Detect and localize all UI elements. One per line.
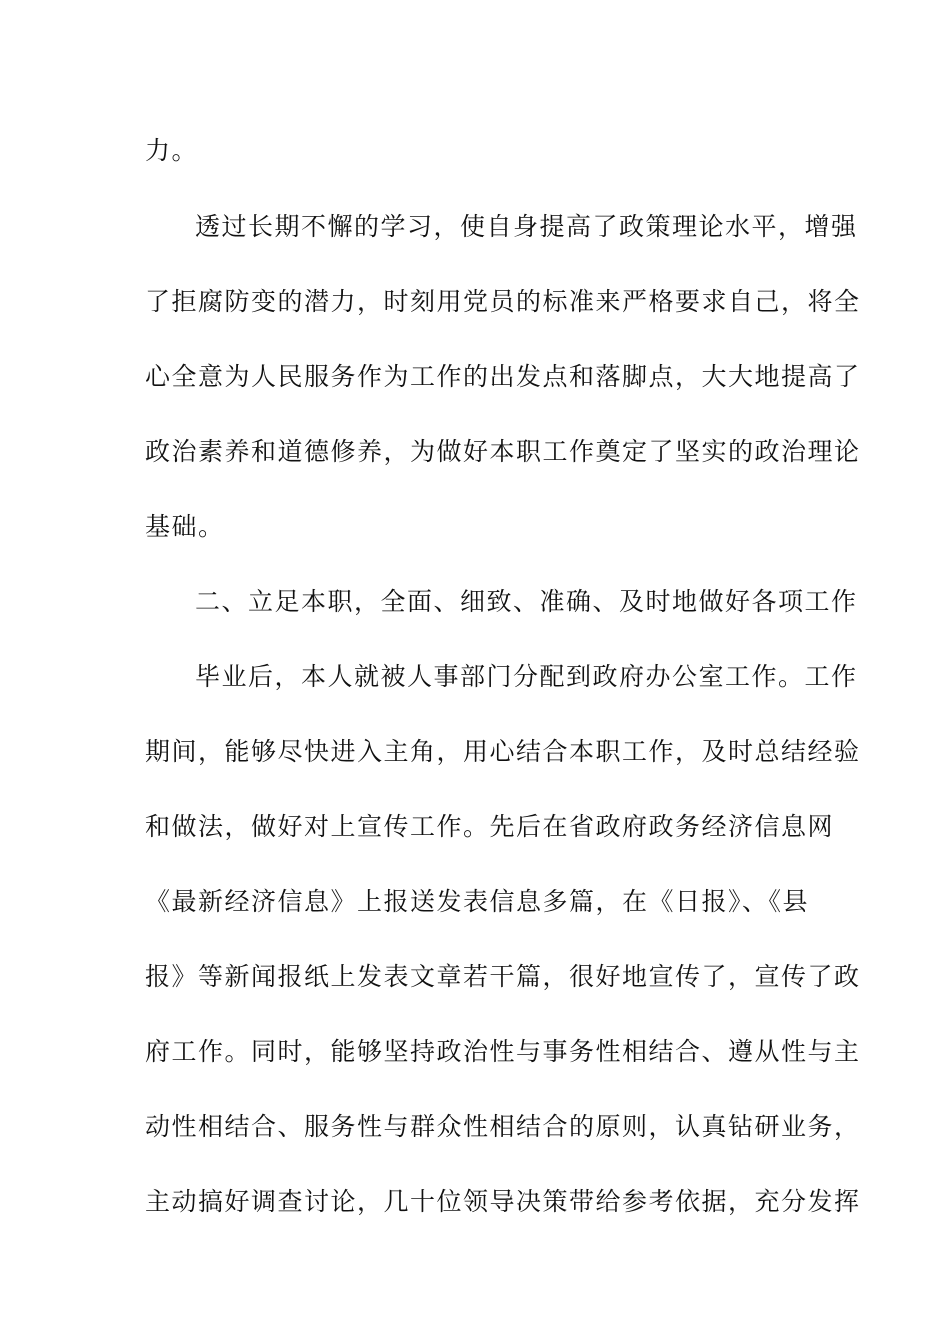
text-line: 基础。 xyxy=(145,512,225,541)
section-heading: 二、立足本职，全面、细致、准确、及时地做好各项工作 xyxy=(195,587,858,616)
text-line: 府工作。同时，能够坚持政治性与事务性相结合、遵从性与主 xyxy=(145,1037,861,1066)
text-line: 期间，能够尽快进入主角，用心结合本职工作，及时总结经验 xyxy=(145,737,861,766)
text-line: 《最新经济信息》上报送发表信息多篇，在《日报》、《县 xyxy=(145,887,810,916)
text-line: 和做法，做好对上宣传工作。先后在省政府政务经济信息网 xyxy=(145,812,835,841)
text-line: 动性相结合、服务性与群众性相结合的原则，认真钻研业务， xyxy=(145,1112,861,1141)
text-line: 毕业后，本人就被人事部门分配到政府办公室工作。工作 xyxy=(195,662,858,691)
text-line: 力。 xyxy=(145,136,199,165)
text-line: 报》等新闻报纸上发表文章若干篇，很好地宣传了，宣传了政 xyxy=(145,962,861,991)
text-line: 了拒腐防变的潜力，时刻用党员的标准来严格要求自己，将全 xyxy=(145,287,861,316)
text-line: 主动搞好调查讨论，几十位领导决策带给参考依据，充分发挥 xyxy=(145,1187,861,1216)
text-line: 透过长期不懈的学习，使自身提高了政策理论水平，增强 xyxy=(195,212,858,241)
text-line: 心全意为人民服务作为工作的出发点和落脚点，大大地提高了 xyxy=(145,362,861,391)
text-line: 政治素养和道德修养，为做好本职工作奠定了坚实的政治理论 xyxy=(145,437,861,466)
